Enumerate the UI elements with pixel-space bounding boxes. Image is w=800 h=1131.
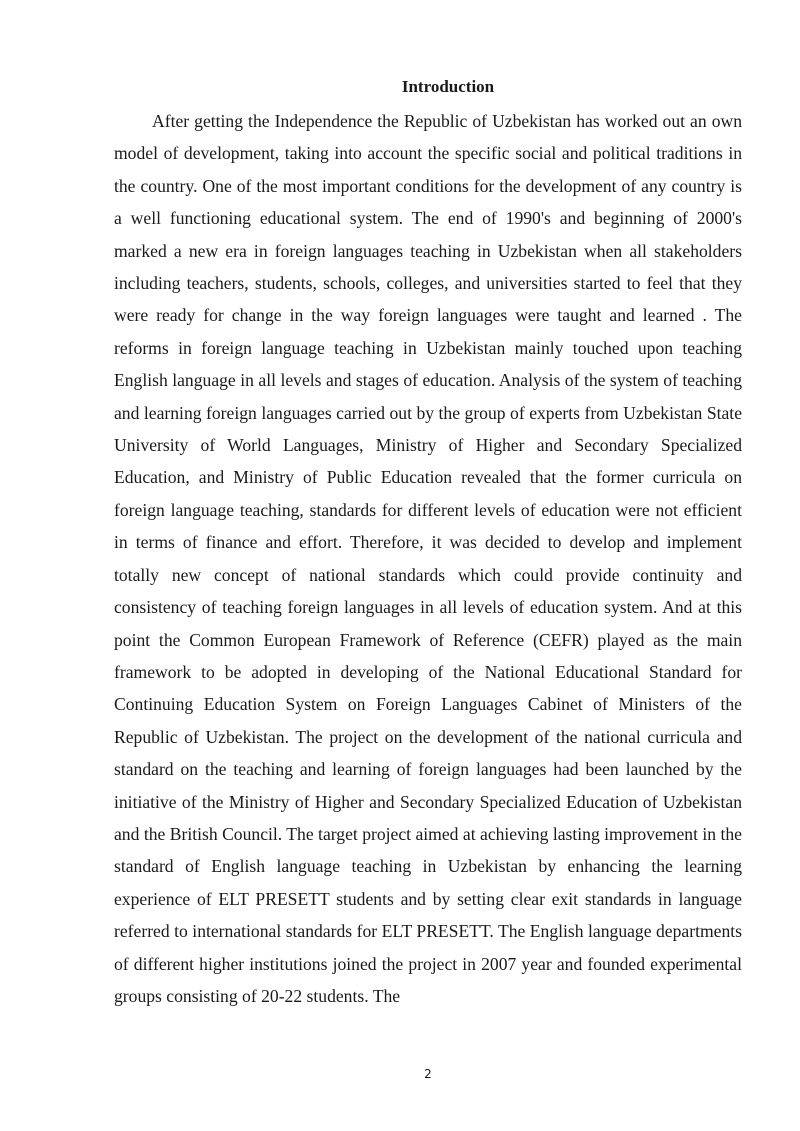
body-paragraph: After getting the Independence the Republic of Uzbekistan has worked out an own model of development, taking into account the specific social and political traditions in the country. One of the most important conditions for the development of any country is a well functioning educational system. The end of 1990's and beginning of 2000's marked a new era in foreign languages teaching in Uzbekistan when all stakeholders including teachers, students, schools, colleges, and universities started to feel that they were ready for change in the way foreign languages were taught and learned . The reforms in foreign language teaching in Uzbekistan mainly touched upon teaching English language in all levels and stages of education. Analysis of the system of teaching and learning foreign languages carried out by the group of experts from Uzbekistan State University of World Languages, Ministry of Higher and Secondary Specialized Education, and Ministry of Public Education revealed that the former curricula on foreign language teaching, standards for different levels of education were not efficient in terms of finance and effort. Therefore, it was decided to develop and implement totally new concept of national standards which could provide continuity and consistency of teaching foreign languages in all levels of education system. And at this point the Common European Framework of Reference (CEFR) played as the main framework to be adopted in developing of the National Educational Standard for Continuing Education System on Foreign Languages Cabinet of Ministers of the Republic of Uzbekistan. The project on the development of the national curricula and standard on the teaching and learning of foreign languages had been launched by the initiative of the Ministry of Higher and Secondary Specialized Education of Uzbekistan and the British Council. The target project aimed at achieving lasting improvement in the standard of English language teaching in Uzbekistan by enhancing the learning experience of ELT PRESETT students and by setting clear exit standards in language referred to international standards for ELT PRESETT. The English language departments of different higher institutions joined the project in 2007 year and founded experimental groups consisting of 20-22 students. The xyxy=(114,111,742,1006)
section-title: Introduction xyxy=(401,77,495,96)
page-number: 2 xyxy=(424,1067,432,1081)
